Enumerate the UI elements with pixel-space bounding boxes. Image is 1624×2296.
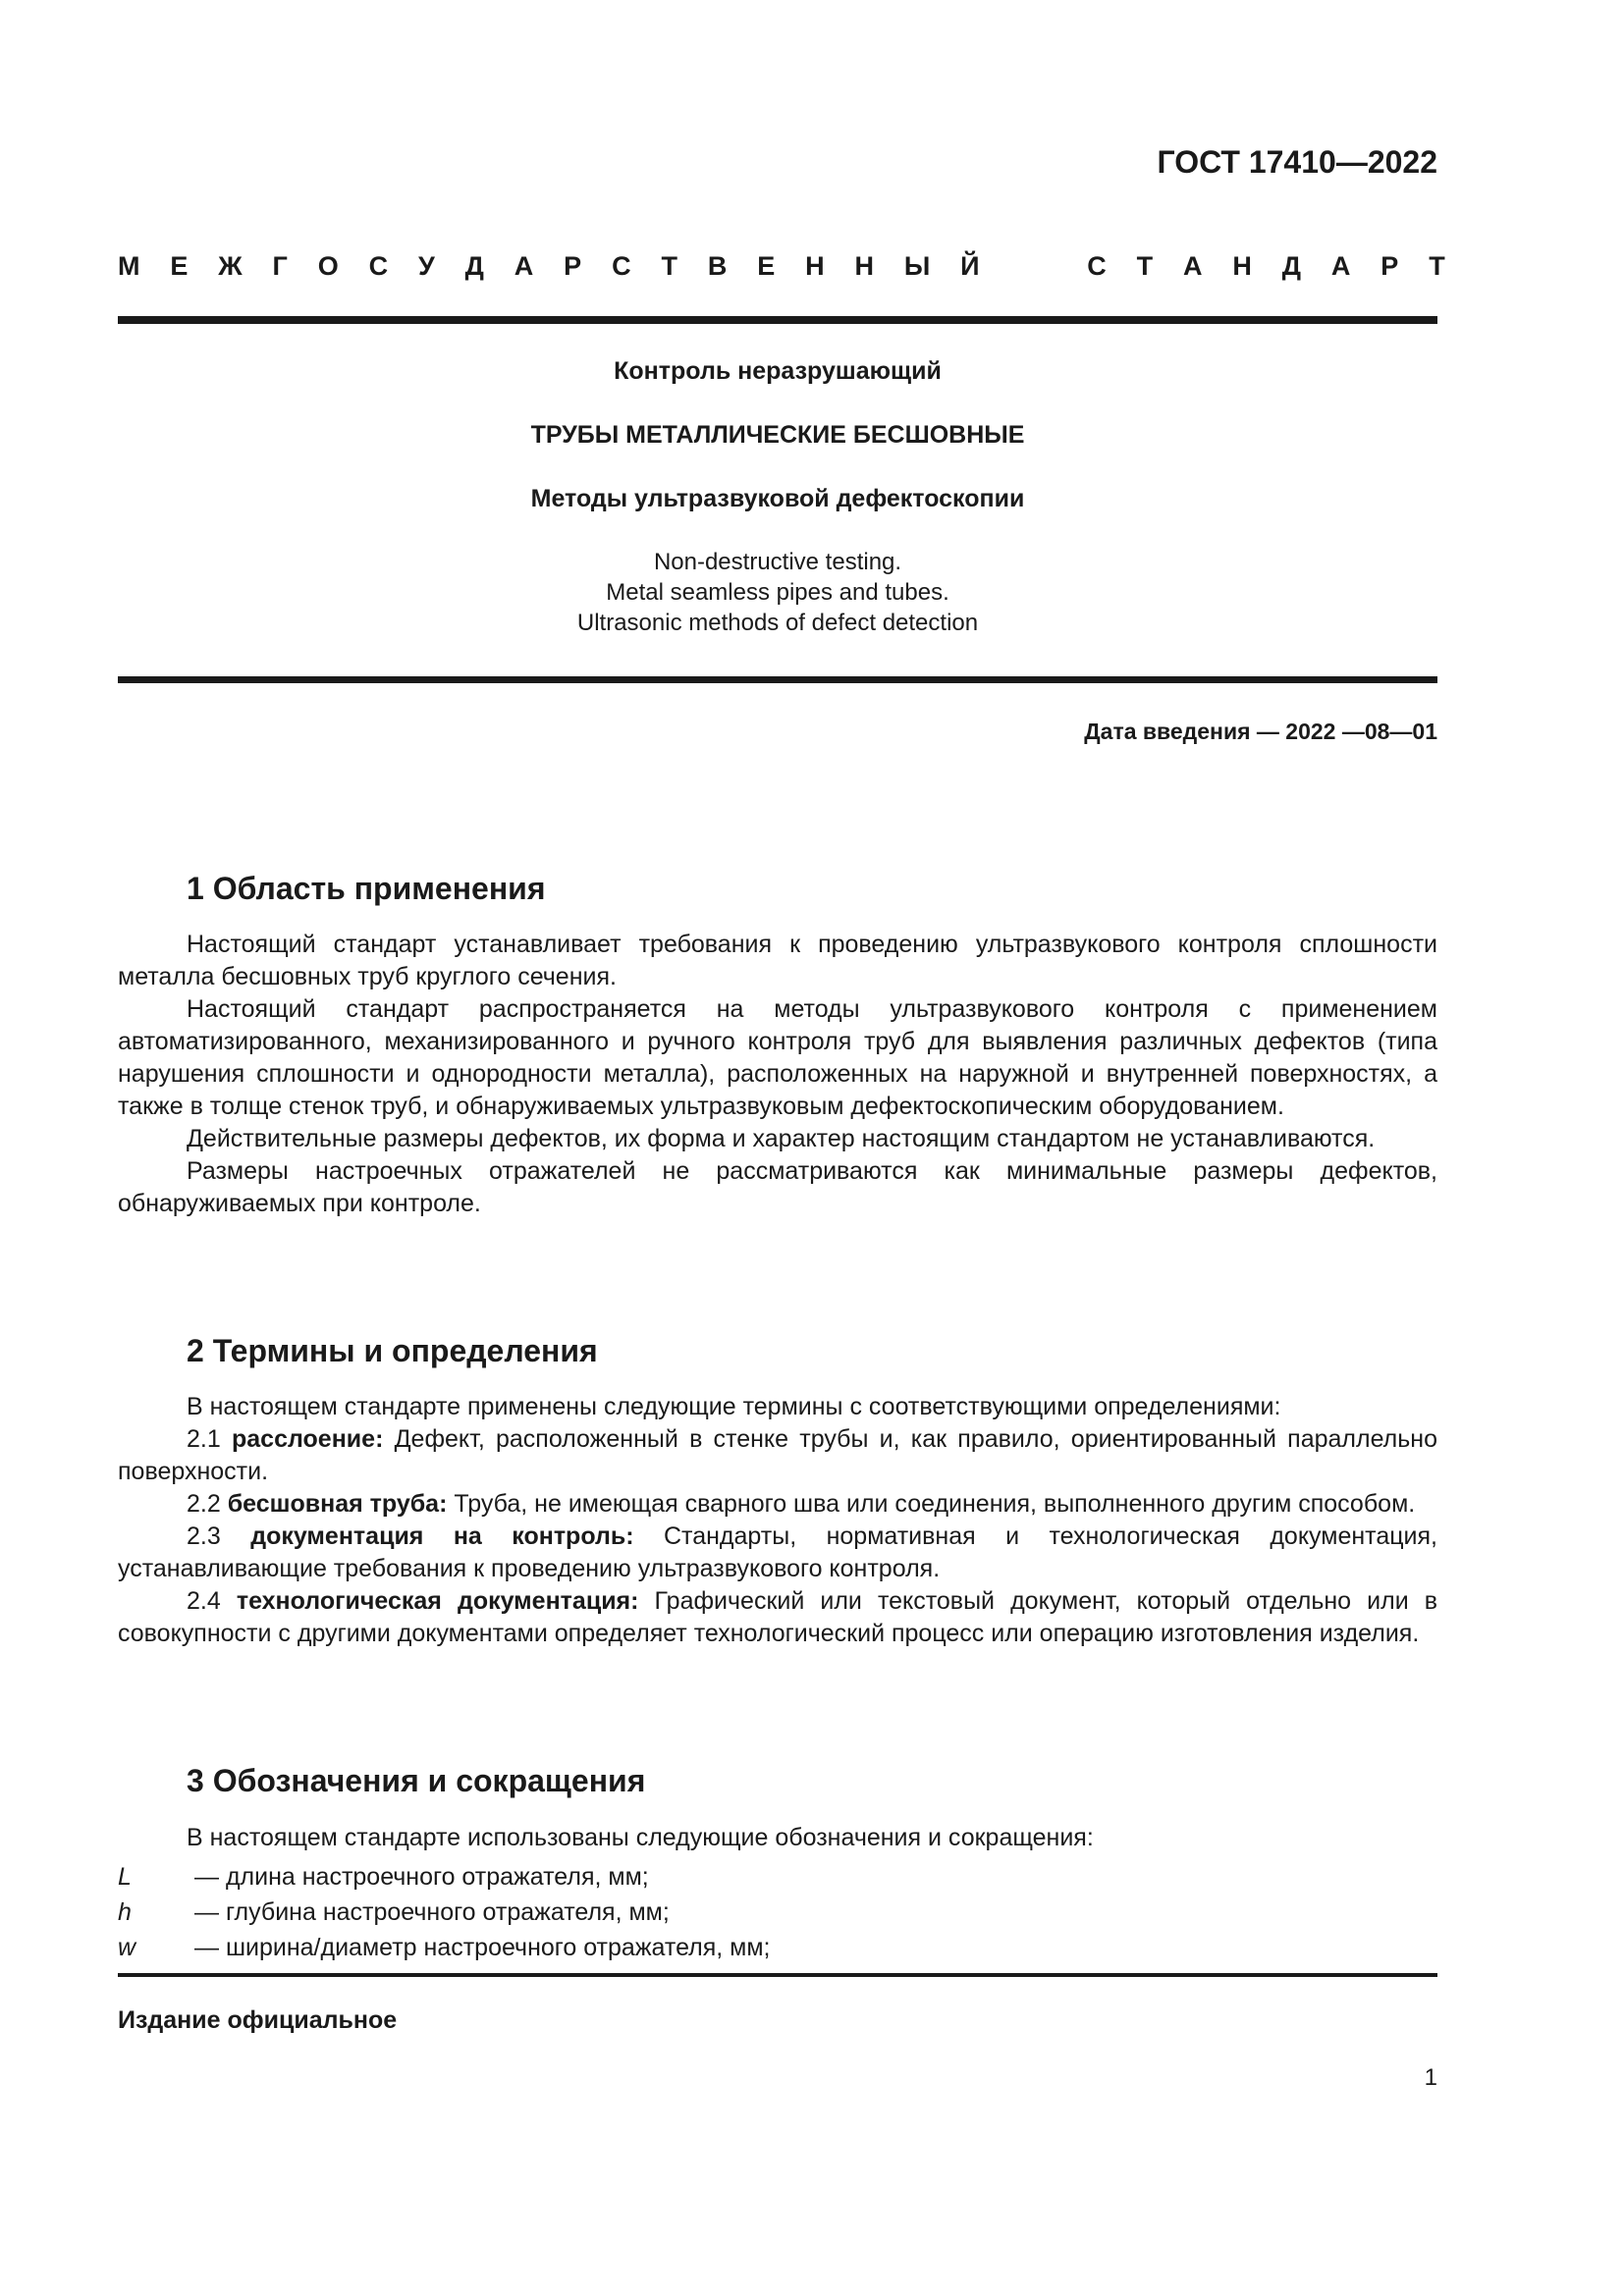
banner-letter: Е	[757, 251, 776, 281]
banner-letter: У	[418, 251, 435, 281]
paragraph	[118, 1123, 1437, 1155]
banner-letter: Н	[1232, 251, 1252, 281]
term-number: 2.1	[187, 1425, 221, 1453]
paragraph-text: Действительные размеры дефектов, их форма и характер настоящим стандартом не устанавливаются.	[187, 1125, 1376, 1152]
official-edition-label: Издание официальное	[118, 2006, 398, 2034]
banner-letter: Й	[960, 251, 980, 281]
banner-letter: Т	[1136, 251, 1154, 281]
top-divider	[118, 316, 1437, 324]
title-line-1: Контроль неразрушающий	[614, 357, 942, 385]
banner-letter: С	[612, 251, 631, 281]
banner-letter: Н	[805, 251, 825, 281]
term-name: технологическая документация:	[236, 1587, 639, 1615]
term-definition: Дефект, расположенный в стенке трубы и, как правило, ориентированный параллельно поверхности.	[118, 1425, 1437, 1485]
paragraph-text: В настоящем стандарте применены следующие термины с соответствующими определениями:	[187, 1393, 1281, 1420]
paragraph	[118, 929, 1437, 993]
standard-banner	[118, 251, 1445, 282]
section-1-body	[118, 929, 1437, 1220]
abbreviation-item	[118, 1930, 770, 1965]
term-entry	[118, 1488, 1437, 1521]
abbreviation-item	[118, 1859, 770, 1895]
paragraph	[118, 1391, 1437, 1423]
term-name: бесшовная труба:	[227, 1490, 448, 1518]
section-3-heading: 3 Обозначения и сокращения	[187, 1763, 646, 1798]
banner-letter: Т	[661, 251, 677, 281]
banner-letter: Т	[1429, 251, 1445, 281]
title-line-2: ТРУБЫ МЕТАЛЛИЧЕСКИЕ БЕСШОВНЫЕ	[530, 421, 1025, 449]
abbreviation-description: — длина настроечного отражателя, мм;	[194, 1863, 649, 1891]
title-line-3: Методы ультразвуковой дефектоскопии	[530, 485, 1025, 512]
abbreviation-description: — глубина настроечного отражателя, мм;	[194, 1898, 670, 1926]
section-1-heading: 1 Область применения	[187, 871, 546, 906]
paragraph-text: Настоящий стандарт распространяется на методы ультразвукового контроля с применением автоматизированного, механизированного и ручного контроля труб для выявления различных дефектов (типа нарушения сплошности и однородности металла), расположенных на наружной и внутренней поверхностях, а также в толще стенок труб, и обнаруживаемых ультразвуковым дефектоскопическим оборудованием.	[118, 995, 1437, 1120]
term-name: расслоение:	[231, 1425, 384, 1453]
paragraph-text: В настоящем стандарте использованы следующие обозначения и сокращения:	[187, 1824, 1094, 1851]
banner-letter: С	[368, 251, 389, 281]
introduction-date: Дата введения — 2022 —08—01	[1084, 719, 1437, 744]
term-definition: Графический или текстовый документ, который отдельно или в совокупности с другими документами определяет технологический процесс или операцию изготовления изделия.	[118, 1587, 1437, 1647]
banner-letter: А	[514, 251, 534, 281]
section-2-body	[118, 1391, 1437, 1650]
abbreviation-symbol: L	[118, 1863, 132, 1891]
paragraph-text: Настоящий стандарт устанавливает требования к проведению ультразвукового контроля сплошности металла бесшовных труб круглого сечения.	[118, 931, 1437, 990]
banner-letter: М	[118, 251, 140, 281]
abbreviation-symbol: h	[118, 1898, 132, 1926]
english-title-line: Non-destructive testing.	[653, 549, 902, 575]
banner-letter: А	[1183, 251, 1203, 281]
standard-code: ГОСТ 17410—2022	[1157, 144, 1437, 180]
banner-letter: Ж	[218, 251, 243, 281]
english-title-line: Metal seamless pipes and tubes.	[606, 579, 949, 606]
english-title-line: Ultrasonic methods of defect detection	[576, 610, 979, 636]
banner-letter: А	[1330, 251, 1351, 281]
banner-letter: Ы	[903, 251, 931, 281]
paragraph	[118, 1155, 1437, 1220]
banner-letter: Р	[564, 251, 582, 281]
term-name: документация на контроль:	[250, 1522, 634, 1550]
term-number: 2.4	[187, 1587, 221, 1615]
term-number: 2.2	[187, 1490, 221, 1518]
abbreviation-symbol: w	[118, 1934, 136, 1961]
abbreviation-description: — ширина/диаметр настроечного отражателя, мм;	[194, 1934, 771, 1961]
banner-letter: Н	[854, 251, 874, 281]
banner-letter: Д	[464, 251, 484, 281]
footer-divider	[118, 1973, 1437, 1977]
term-entry	[118, 1585, 1437, 1650]
abbreviation-item	[118, 1895, 770, 1930]
banner-letter: О	[317, 251, 339, 281]
term-number: 2.3	[187, 1522, 221, 1550]
banner-gap	[1009, 251, 1056, 282]
term-entry	[118, 1423, 1437, 1488]
banner-letter: Г	[272, 251, 288, 281]
abbreviation-list	[118, 1859, 770, 1965]
section-3-intro	[118, 1822, 1437, 1854]
banner-letter: Р	[1380, 251, 1399, 281]
banner-letter: С	[1087, 251, 1107, 281]
title-divider	[118, 676, 1437, 683]
term-entry	[118, 1521, 1437, 1585]
paragraph	[118, 993, 1437, 1123]
page-number: 1	[1424, 2064, 1437, 2091]
banner-letter: В	[707, 251, 728, 281]
section-2-heading: 2 Термины и определения	[187, 1333, 598, 1368]
term-definition: Стандарты, нормативная и технологическая документация, устанавливающие требования к проведению ультразвукового контроля.	[118, 1522, 1437, 1582]
banner-letter: Е	[170, 251, 189, 281]
english-title	[118, 547, 1437, 638]
banner-letter: Д	[1281, 251, 1302, 281]
paragraph-text: Размеры настроечных отражателей не рассматриваются как минимальные размеры дефектов, обнаруживаемых при контроле.	[118, 1157, 1437, 1217]
term-definition: Труба, не имеющая сварного шва или соединения, выполненного другим способом.	[454, 1490, 1416, 1518]
